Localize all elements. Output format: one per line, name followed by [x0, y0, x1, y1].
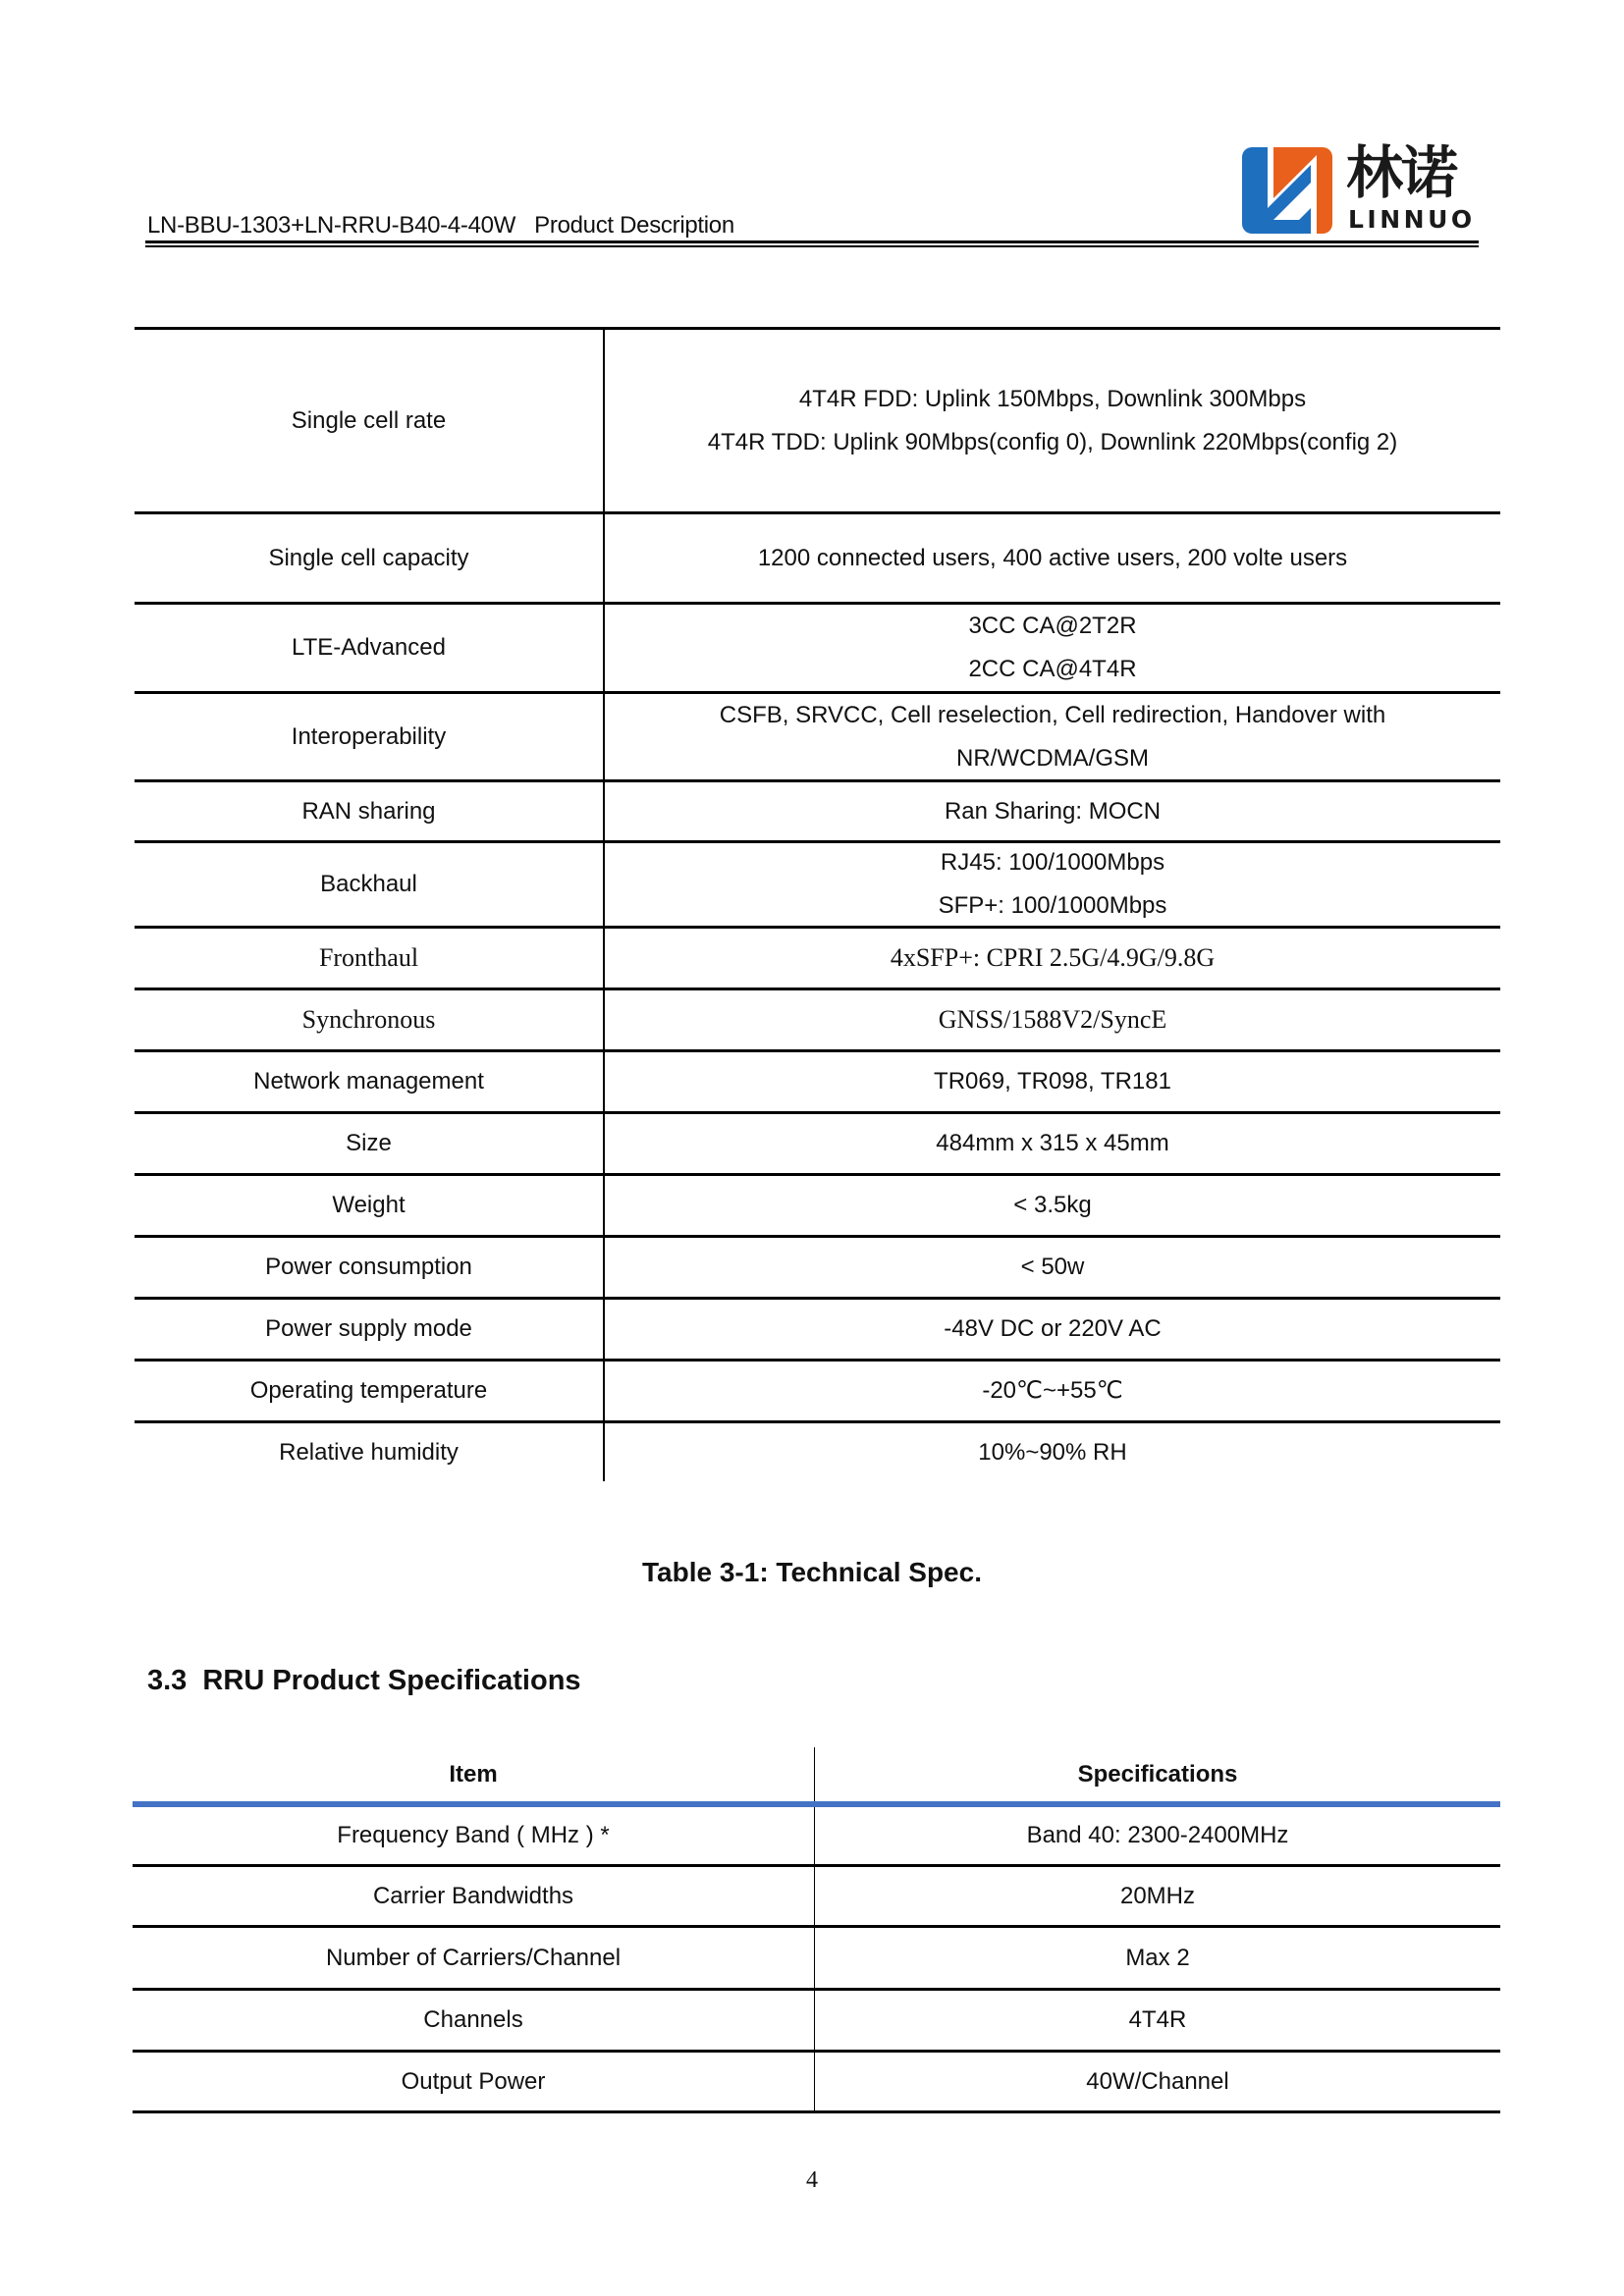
row-value — [605, 782, 1500, 840]
row-label: Network management — [135, 1052, 605, 1111]
value-line: SFP+: 100/1000Mbps — [938, 892, 1167, 919]
value-line: CSFB, SRVCC, Cell reselection, Cell redirection, Handover with — [719, 701, 1386, 728]
table-row — [135, 1420, 1500, 1481]
row-value: 20MHz — [1119, 1882, 1196, 1909]
value-line: -20℃~+55℃ — [982, 1377, 1123, 1404]
table-row — [135, 779, 1500, 840]
row-value — [605, 514, 1500, 602]
table-row — [133, 2050, 1500, 2110]
value-line: Ran Sharing: MOCN — [944, 797, 1162, 825]
table-row — [133, 1807, 1500, 1864]
value-line: 3CC CA@2T2R — [968, 613, 1137, 639]
value-line: 484mm x 315 x 45mm — [936, 1130, 1169, 1156]
table-bottom-rule — [133, 2110, 1500, 2113]
value-line: GNSS/1588V2/SyncE — [938, 1005, 1167, 1034]
row-label: Size — [135, 1114, 605, 1173]
table-row — [135, 1173, 1500, 1235]
row-value — [605, 1238, 1500, 1297]
row-label: Interoperability — [135, 694, 605, 779]
row-label: Single cell rate — [135, 330, 605, 511]
row-label: Weight — [135, 1176, 605, 1235]
row-value: Band 40: 2300-2400MHz — [1026, 1822, 1289, 1848]
row-label: Operating temperature — [135, 1362, 605, 1420]
value-line: 4T4R FDD: Uplink 150Mbps, Downlink 300Mbps — [798, 385, 1307, 412]
document-header-title: LN-BBU-1303+LN-RRU-B40-4-40W Product Description — [147, 212, 734, 239]
value-line: 4xSFP+: CPRI 2.5G/4.9G/9.8G — [890, 943, 1216, 972]
row-label: RAN sharing — [135, 782, 605, 840]
row-value: 4T4R — [1128, 2006, 1187, 2033]
value-line: RJ45: 100/1000Mbps — [940, 849, 1165, 876]
row-value — [605, 1176, 1500, 1235]
row-value: 40W/Channel — [1086, 2067, 1229, 2095]
technical-spec-table — [135, 327, 1500, 1481]
logo-chinese-name: 林诺 — [1346, 139, 1457, 206]
row-label: Power supply mode — [135, 1300, 605, 1359]
row-label: Backhaul — [135, 843, 605, 926]
row-value — [605, 1114, 1500, 1173]
row-label: Synchronous — [135, 990, 605, 1049]
table-row — [135, 327, 1500, 511]
linnuo-logo — [1242, 139, 1483, 236]
table-row — [135, 691, 1500, 779]
table-row — [135, 1359, 1500, 1420]
row-value — [605, 929, 1500, 988]
table-caption: Table 3-1: Technical Spec. — [642, 1557, 982, 1587]
row-label: Output Power — [133, 2053, 815, 2110]
table-row — [135, 1235, 1500, 1297]
rru-spec-table — [133, 1747, 1500, 2113]
value-line: 1200 connected users, 400 active users, 200 volte users — [757, 544, 1348, 571]
logo-english-name: LINNUO — [1348, 205, 1476, 234]
table-row — [135, 926, 1500, 988]
value-line: 2CC CA@4T4R — [968, 656, 1137, 682]
column-header-item: Item — [133, 1747, 815, 1801]
row-label: Single cell capacity — [135, 514, 605, 602]
value-line: < 3.5kg — [1013, 1192, 1092, 1218]
table-row — [135, 1111, 1500, 1173]
row-value — [605, 990, 1500, 1049]
header-rule-top — [145, 240, 1479, 243]
column-header-specifications: Specifications — [1077, 1760, 1238, 1788]
value-line: 10%~90% RH — [978, 1438, 1127, 1466]
value-line: TR069, TR098, TR181 — [934, 1068, 1171, 1095]
linnuo-logo-mark-icon — [1242, 147, 1332, 234]
page-number: 4 — [806, 2167, 818, 2193]
value-line: -48V DC or 220V AC — [944, 1315, 1162, 1342]
row-label: Carrier Bandwidths — [133, 1867, 815, 1925]
row-value — [605, 330, 1500, 511]
table-row — [133, 1864, 1500, 1925]
value-line: < 50w — [1020, 1254, 1085, 1280]
row-label: LTE-Advanced — [135, 605, 605, 691]
row-label: Relative humidity — [135, 1423, 605, 1481]
table-row — [135, 602, 1500, 691]
row-value: Max 2 — [1125, 1944, 1190, 1971]
row-label: Channels — [133, 1991, 815, 2050]
row-value — [605, 605, 1500, 691]
table-header-row — [133, 1747, 1500, 1801]
row-value — [605, 843, 1500, 926]
section-heading: 3.3 RRU Product Specifications — [147, 1665, 581, 1696]
table-row — [135, 1297, 1500, 1359]
row-value — [605, 694, 1500, 779]
table-row — [135, 840, 1500, 926]
row-label: Power consumption — [135, 1238, 605, 1297]
row-value — [605, 1362, 1500, 1420]
table-row — [133, 1925, 1500, 1988]
row-value — [605, 1300, 1500, 1359]
value-line: 4T4R TDD: Uplink 90Mbps(config 0), Downlink 220Mbps(config 2) — [707, 428, 1398, 455]
table-row — [135, 1049, 1500, 1111]
row-value — [605, 1052, 1500, 1111]
header-rule-bottom — [145, 245, 1479, 247]
row-label: Fronthaul — [135, 929, 605, 988]
table-row — [135, 988, 1500, 1049]
value-line: NR/WCDMA/GSM — [956, 744, 1149, 772]
row-value — [605, 1423, 1500, 1481]
row-label: Frequency Band ( MHz ) * — [133, 1807, 815, 1864]
row-label: Number of Carriers/Channel — [133, 1928, 815, 1988]
table-row — [135, 511, 1500, 602]
table-row — [133, 1988, 1500, 2050]
